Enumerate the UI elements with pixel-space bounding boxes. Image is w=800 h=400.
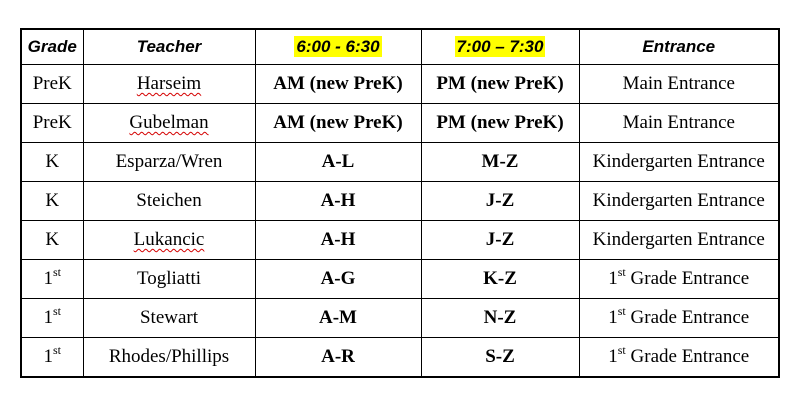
- time-slot-1-cell: A-H: [255, 221, 421, 260]
- entrance-cell: [579, 104, 779, 143]
- header-grade: Grade: [21, 29, 83, 65]
- entrance-name: Grade Entrance: [625, 268, 750, 289]
- table-body: [21, 65, 779, 378]
- time-slot-1-cell: A-M: [255, 299, 421, 338]
- entrance-name: Main Entrance: [622, 73, 735, 94]
- table-row: [21, 221, 779, 260]
- entrance-name: Kindergarten Entrance: [592, 151, 765, 172]
- time-slot-1-cell: A-L: [255, 143, 421, 182]
- teacher-name: Gubelman: [129, 112, 209, 133]
- grade-value: K: [45, 229, 60, 250]
- header-row: [21, 29, 779, 65]
- time-slot-2-label: 7:00 – 7:30: [456, 37, 544, 56]
- grade-value: K: [45, 190, 60, 211]
- entrance-name: Grade Entrance: [625, 346, 750, 367]
- grade-cell: [21, 338, 83, 378]
- table-row: [21, 299, 779, 338]
- teacher-cell: [83, 182, 255, 221]
- entrance-cell: [579, 65, 779, 104]
- entrance-grade-number: 1: [608, 268, 618, 289]
- teacher-cell: [83, 260, 255, 299]
- teacher-name: Togliatti: [136, 268, 202, 289]
- grade-value: K: [45, 151, 60, 172]
- table-row: [21, 260, 779, 299]
- time-slot-2-cell: M-Z: [421, 143, 579, 182]
- entrance-grade-number: 1: [608, 346, 618, 367]
- teacher-name: Stewart: [139, 307, 199, 328]
- time-slot-2-cell: J-Z: [421, 221, 579, 260]
- grade-ordinal: st: [52, 264, 61, 279]
- grade-value: 1: [43, 346, 53, 367]
- grade-cell: [21, 221, 83, 260]
- header-time-slot-2: [421, 29, 579, 65]
- header-teacher: Teacher: [83, 29, 255, 65]
- header-entrance: Entrance: [579, 29, 779, 65]
- time-slot-2-cell: S-Z: [421, 338, 579, 378]
- time-slot-2-cell: N-Z: [421, 299, 579, 338]
- teacher-cell: [83, 338, 255, 378]
- entrance-cell: [579, 143, 779, 182]
- grade-cell: [21, 260, 83, 299]
- time-slot-1-label: 6:00 - 6:30: [296, 37, 380, 56]
- teacher-cell: [83, 104, 255, 143]
- grade-value: 1: [43, 268, 53, 289]
- time-slot-1-cell: A-G: [255, 260, 421, 299]
- time-slot-1-cell: AM (new PreK): [255, 65, 421, 104]
- entrance-cell: [579, 260, 779, 299]
- time-slot-2-cell: PM (new PreK): [421, 104, 579, 143]
- grade-cell: [21, 182, 83, 221]
- entrance-cell: [579, 182, 779, 221]
- grade-cell: [21, 299, 83, 338]
- grade-ordinal: st: [52, 303, 61, 318]
- grade-value: 1: [43, 307, 53, 328]
- table-row: [21, 65, 779, 104]
- time-slot-2-cell: PM (new PreK): [421, 65, 579, 104]
- entrance-cell: [579, 221, 779, 260]
- time-slot-1-cell: AM (new PreK): [255, 104, 421, 143]
- teacher-cell: [83, 65, 255, 104]
- table-row: [21, 143, 779, 182]
- teacher-name: Esparza/Wren: [115, 151, 223, 172]
- table-row: [21, 182, 779, 221]
- time-slot-1-cell: A-H: [255, 182, 421, 221]
- entrance-name: Kindergarten Entrance: [592, 229, 765, 250]
- table-row: [21, 338, 779, 378]
- entrance-ordinal: st: [617, 342, 626, 357]
- time-slot-2-cell: K-Z: [421, 260, 579, 299]
- grade-cell: [21, 143, 83, 182]
- entrance-grade-number: 1: [608, 307, 618, 328]
- teacher-cell: [83, 221, 255, 260]
- entrance-cell: [579, 338, 779, 378]
- entrance-name: Kindergarten Entrance: [592, 190, 765, 211]
- pickup-schedule-table: [20, 28, 780, 378]
- entrance-name: Main Entrance: [622, 112, 735, 133]
- entrance-ordinal: st: [617, 264, 626, 279]
- grade-cell: [21, 65, 83, 104]
- teacher-name: Harseim: [136, 73, 202, 94]
- entrance-name: Grade Entrance: [625, 307, 750, 328]
- grade-value: PreK: [32, 112, 72, 133]
- teacher-cell: [83, 143, 255, 182]
- entrance-cell: [579, 299, 779, 338]
- time-slot-1-cell: A-R: [255, 338, 421, 378]
- entrance-ordinal: st: [617, 303, 626, 318]
- teacher-cell: [83, 299, 255, 338]
- teacher-name: Steichen: [136, 190, 202, 211]
- teacher-name: Rhodes/Phillips: [108, 346, 230, 367]
- table-row: [21, 104, 779, 143]
- grade-value: PreK: [32, 73, 72, 94]
- grade-cell: [21, 104, 83, 143]
- header-time-slot-1: [255, 29, 421, 65]
- grade-ordinal: st: [52, 342, 61, 357]
- teacher-name: Lukancic: [133, 229, 205, 250]
- time-slot-2-cell: J-Z: [421, 182, 579, 221]
